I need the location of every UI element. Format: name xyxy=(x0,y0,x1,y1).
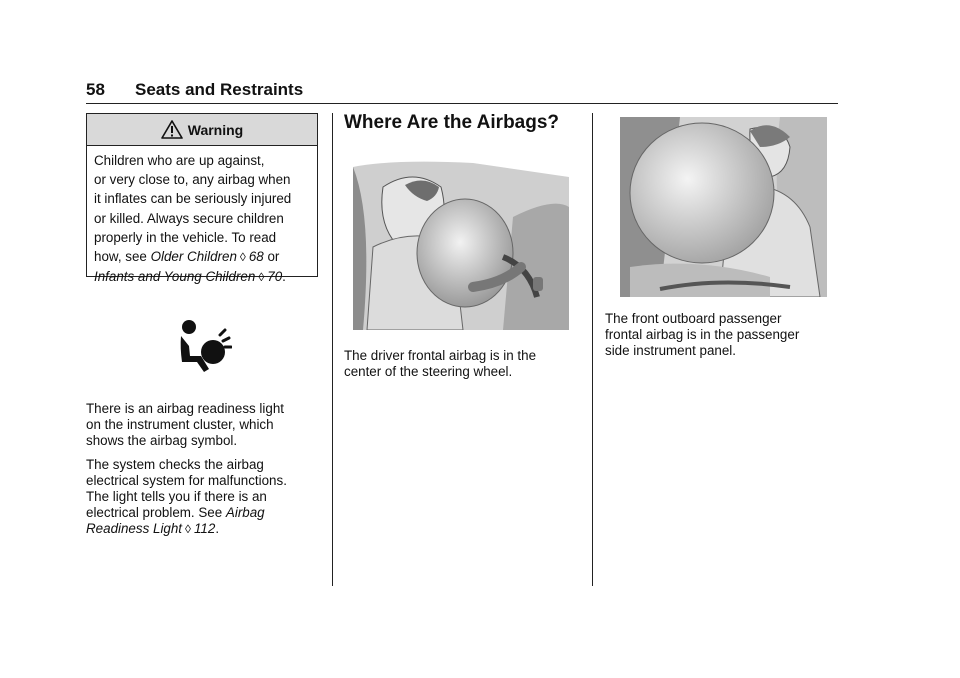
warning-title: Warning xyxy=(187,121,244,138)
text-line: electrical problem. See xyxy=(86,505,226,520)
text-line: electrical system for malfunctions. xyxy=(86,473,287,488)
paragraph xyxy=(86,401,326,449)
page-ref-symbol: ◊ xyxy=(239,250,246,265)
header-rule xyxy=(86,103,838,104)
column-divider-1 xyxy=(332,113,333,586)
page-header xyxy=(86,80,838,104)
section-heading: Seats and Restraints xyxy=(135,80,304,99)
text-line: There is an airbag readiness light xyxy=(86,401,284,416)
column-divider-2 xyxy=(592,113,593,586)
warning-text xyxy=(94,151,313,287)
airbag-readiness-link[interactable]: Readiness Light xyxy=(86,521,183,536)
infants-link[interactable]: Infants and Young Children xyxy=(94,269,256,285)
warning-line: it inflates can be seriously injured xyxy=(94,191,292,207)
warning-triangle-icon xyxy=(161,120,183,139)
text-line: The driver frontal airbag is in the xyxy=(344,348,537,363)
warning-box xyxy=(86,113,318,285)
warning-line: or very close to, any airbag when xyxy=(94,172,291,188)
driver-airbag-illustration xyxy=(353,157,569,330)
page-ref-symbol: ◊ xyxy=(258,270,265,285)
paragraph xyxy=(86,457,326,537)
text-line: . xyxy=(215,521,220,536)
warning-text-fragment: or xyxy=(263,249,280,265)
text-line: The system checks the airbag xyxy=(86,457,264,472)
airbag-readiness-link[interactable]: Airbag xyxy=(225,505,265,520)
page-ref-70[interactable]: 70 xyxy=(267,269,283,285)
driver-caption xyxy=(344,348,584,380)
warning-line: or killed. Always secure children xyxy=(94,210,284,226)
airbag-symbol-icon xyxy=(176,318,232,374)
text-line: side instrument panel. xyxy=(605,343,737,358)
warning-line: Children who are up against, xyxy=(94,153,265,168)
page-ref-68[interactable]: 68 xyxy=(248,249,264,265)
passenger-caption xyxy=(605,311,845,359)
section-title: Where Are the Airbags? xyxy=(344,112,560,133)
text-line: center of the steering wheel. xyxy=(344,364,513,379)
warning-header xyxy=(87,114,317,146)
page-ref-symbol: ◊ xyxy=(185,522,191,536)
warning-line xyxy=(94,247,313,267)
passenger-airbag-illustration xyxy=(620,117,827,297)
page-number: 58 xyxy=(86,80,105,99)
warning-line: properly in the vehicle. To read xyxy=(94,229,277,245)
text-line: frontal airbag is in the passenger xyxy=(605,327,800,342)
readiness-text xyxy=(86,401,326,545)
text-line: shows the airbag symbol. xyxy=(86,433,238,448)
warning-text-fragment: how, see xyxy=(94,249,151,265)
older-children-link[interactable]: Older Children xyxy=(150,249,237,265)
text-line: on the instrument cluster, which xyxy=(86,417,274,432)
text-line: The front outboard passenger xyxy=(605,311,782,326)
text-line: The light tells you if there is an xyxy=(86,489,267,504)
warning-text-fragment: . xyxy=(282,269,286,285)
warning-line xyxy=(94,267,313,287)
page-ref-112[interactable]: 112 xyxy=(193,521,216,536)
